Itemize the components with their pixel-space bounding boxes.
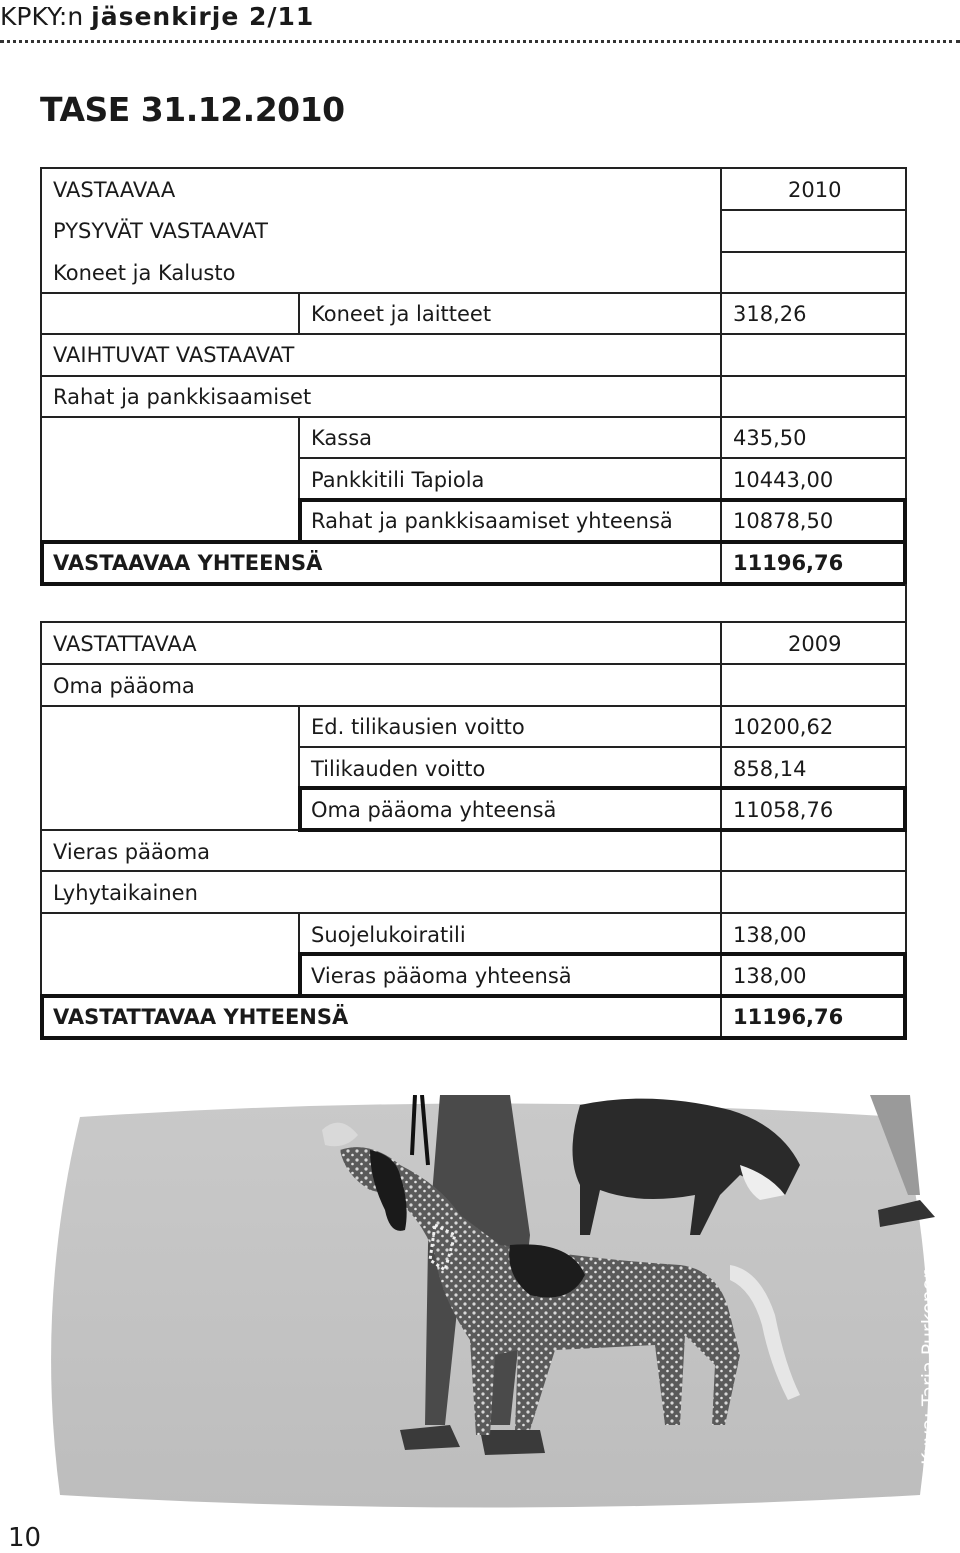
dog-photo-illustration xyxy=(40,1095,940,1510)
dog-photo xyxy=(40,1095,940,1510)
prev-profit-label: Ed. tilikausien voitto xyxy=(311,715,525,739)
liabilities-rule xyxy=(40,870,907,872)
bank-value: 10443,00 xyxy=(733,468,834,492)
cash-value: 435,50 xyxy=(733,426,807,450)
assets-rule xyxy=(298,457,907,459)
newsletter-header xyxy=(0,2,314,31)
header-org: KPKY:n xyxy=(0,2,84,31)
dotted-divider xyxy=(0,40,960,43)
current-assets-heading: VAIHTUVAT VASTAAVAT xyxy=(53,343,295,367)
assets-total-label: VASTAAVAA YHTEENSÄ xyxy=(53,551,323,575)
bank-label: Pankkitili Tapiola xyxy=(311,468,485,492)
assets-rule xyxy=(40,292,907,294)
liabilities-rule xyxy=(298,746,907,748)
header-issue: jäsenkirje 2/11 xyxy=(91,2,315,31)
liabilities-rule xyxy=(40,663,907,665)
page-number: 10 xyxy=(8,1523,42,1553)
assets-rule xyxy=(720,251,907,253)
assets-label-divider xyxy=(298,292,300,334)
assets-rule xyxy=(720,209,907,211)
profit-value: 858,14 xyxy=(733,757,807,781)
profit-label: Tilikauden voitto xyxy=(311,757,486,781)
account-value: 138,00 xyxy=(733,923,807,947)
current-assets-subheading: Rahat ja pankkisaamiset xyxy=(53,385,312,409)
photo-credit: Kuva: Tarja Purkonen xyxy=(918,1266,940,1465)
assets-year: 2010 xyxy=(788,178,842,202)
debt-total-label: Vieras pääoma yhteensä xyxy=(311,964,572,988)
debt-total-value: 138,00 xyxy=(733,964,807,988)
liabilities-year: 2009 xyxy=(788,632,842,656)
fixed-assets-heading: PYSYVÄT VASTAAVAT xyxy=(53,219,268,243)
account-label: Suojelukoiratili xyxy=(311,923,466,947)
page-title: TASE 31.12.2010 xyxy=(40,90,345,129)
machines-value: 318,26 xyxy=(733,302,807,326)
cash-label: Kassa xyxy=(311,426,373,450)
equity-total-label: Oma pääoma yhteensä xyxy=(311,798,557,822)
short-term-heading: Lyhytaikainen xyxy=(53,881,198,905)
equity-heading: Oma pääoma xyxy=(53,674,195,698)
liabilities-total-label: VASTATTAVAA YHTEENSÄ xyxy=(53,1005,349,1029)
liabilities-rule xyxy=(40,705,907,707)
table-connector xyxy=(905,584,907,622)
assets-heading: VASTAAVAA xyxy=(53,178,176,202)
assets-rule xyxy=(40,375,907,377)
liabilities-rule xyxy=(40,912,907,914)
liabilities-heading: VASTATTAVAA xyxy=(53,632,197,656)
fixed-assets-subheading: Koneet ja Kalusto xyxy=(53,261,236,285)
assets-rule xyxy=(40,416,907,418)
cash-total-value: 10878,50 xyxy=(733,509,834,533)
cash-total-label: Rahat ja pankkisaamiset yhteensä xyxy=(311,509,673,533)
liabilities-total-value: 11196,76 xyxy=(733,1005,844,1029)
debt-heading: Vieras pääoma xyxy=(53,840,211,864)
assets-total-value: 11196,76 xyxy=(733,551,844,575)
equity-total-value: 11058,76 xyxy=(733,798,834,822)
machines-label: Koneet ja laitteet xyxy=(311,302,492,326)
prev-profit-value: 10200,62 xyxy=(733,715,834,739)
assets-rule xyxy=(40,333,907,335)
